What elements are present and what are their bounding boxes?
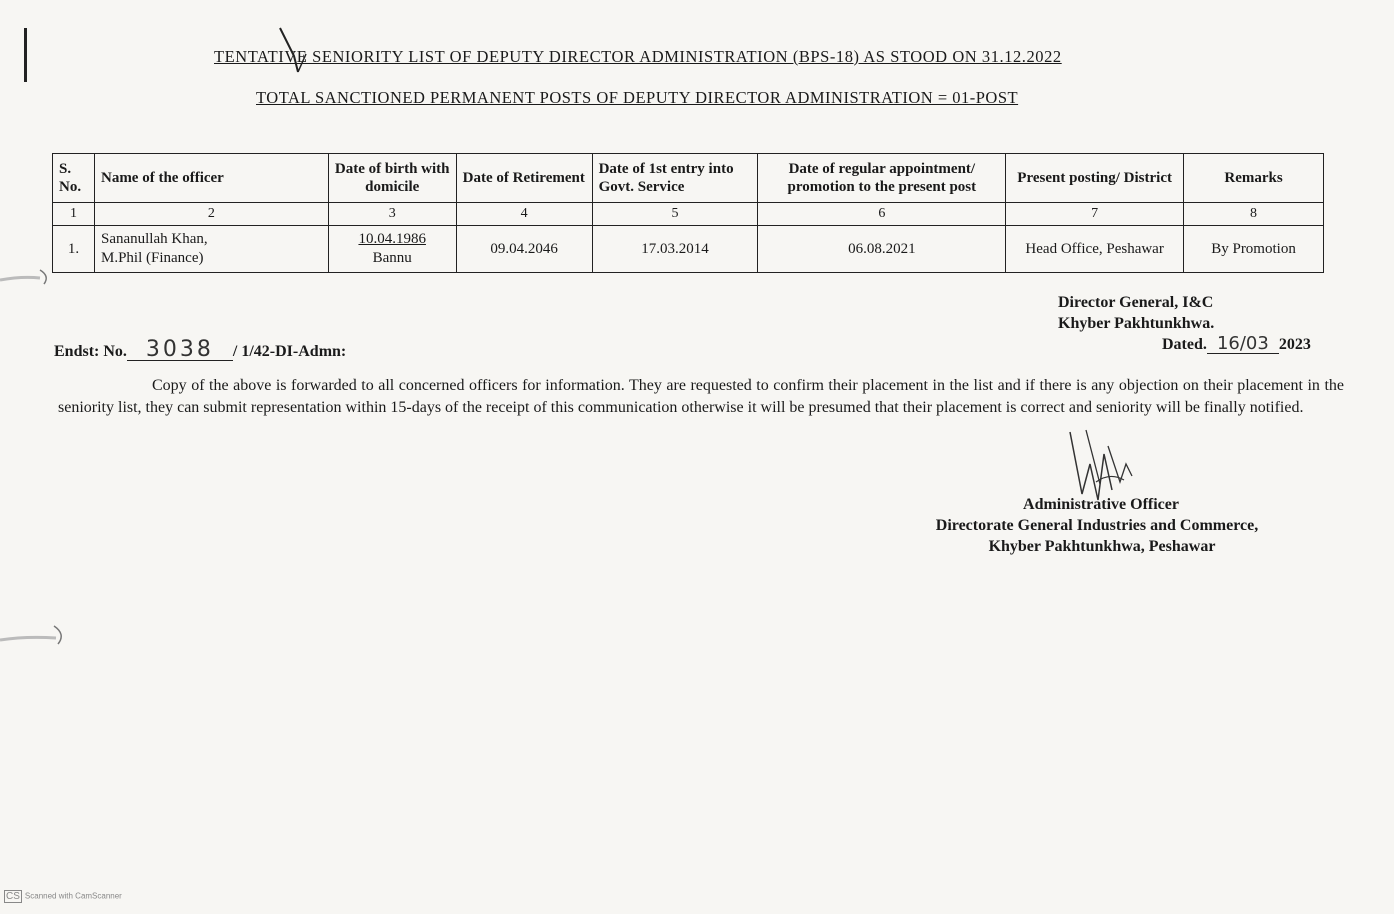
punch-hole-mark	[0, 618, 70, 648]
column-number: 1	[53, 203, 95, 226]
table-row	[53, 226, 1324, 273]
seniority-table	[52, 153, 1324, 273]
domicile-value: Bannu	[372, 250, 412, 266]
pen-stroke-mark	[276, 26, 312, 76]
header-retirement: Date of Retirement	[456, 154, 592, 203]
cell-sno: 1.	[53, 226, 95, 273]
document-title: TENTATIVE SENIORITY LIST OF DEPUTY DIRECTOR ADMINISTRATION (BPS-18) AS STOOD ON 31.12.2022	[214, 47, 1062, 66]
column-number: 8	[1184, 203, 1324, 226]
header-appointment: Date of regular appointment/ promotion to the present post	[758, 154, 1006, 203]
header-sno: S. No.	[53, 154, 95, 203]
header-dob: Date of birth with domicile	[328, 154, 456, 203]
cell-appointment: 06.08.2021	[758, 226, 1006, 273]
director-signature-block	[1058, 292, 1214, 334]
officer-signature-block	[920, 494, 1274, 557]
director-province: Khyber Pakhtunkhwa.	[1058, 315, 1215, 332]
scanner-text: Scanned with CamScanner	[24, 891, 122, 901]
officer-location: Khyber Pakhtunkhwa, Peshawar	[988, 538, 1216, 555]
cell-remarks: By Promotion	[1184, 226, 1324, 273]
column-number: 3	[328, 203, 456, 226]
column-number-row	[53, 203, 1324, 226]
dated-line	[1162, 334, 1311, 355]
cell-first-entry: 17.03.2014	[592, 226, 758, 273]
header-posting: Present posting/ District	[1006, 154, 1184, 203]
cell-posting: Head Office, Peshawar	[1006, 226, 1184, 273]
body-paragraph: Copy of the above is forwarded to all concerned officers for information. They are requested to confirm their placement in the list and if there is any objection on their placement in the seniority list, they can submit representation within 15-days of the receipt of this communication otherwise it will be presumed that their placement is correct and seniority will be finally notified.	[58, 377, 1344, 416]
table-header-row	[53, 154, 1324, 203]
dated-label: Dated.	[1162, 336, 1207, 353]
officer-directorate: Directorate General Industries and Commerce,	[935, 517, 1259, 534]
endst-handwritten-number: 3038	[127, 340, 233, 361]
officer-title: Administrative Officer	[1023, 496, 1179, 513]
margin-mark	[24, 28, 27, 82]
column-number: 4	[456, 203, 592, 226]
officer-qualification: M.Phil (Finance)	[100, 250, 204, 266]
cell-name	[94, 226, 328, 273]
dob-value: 10.04.1986	[358, 231, 426, 247]
document-subtitle: TOTAL SANCTIONED PERMANENT POSTS OF DEPUTY DIRECTOR ADMINISTRATION = 01-POST	[256, 88, 1019, 107]
column-number: 6	[758, 203, 1006, 226]
column-number: 5	[592, 203, 758, 226]
camscanner-logo: CS	[6, 891, 20, 902]
header-remarks: Remarks	[1184, 154, 1324, 203]
dated-handwritten: 16/03	[1207, 335, 1279, 354]
endorsement-line	[54, 337, 347, 362]
punch-hole-mark	[0, 262, 56, 288]
dated-year: 2023	[1278, 336, 1311, 353]
header-name: Name of the officer	[94, 154, 328, 203]
cell-dob	[328, 226, 456, 273]
endst-suffix: / 1/42-DI-Admn:	[232, 343, 347, 360]
cell-retirement: 09.04.2046	[456, 226, 592, 273]
officer-name: Sananullah Khan,	[100, 231, 208, 247]
column-number: 7	[1006, 203, 1184, 226]
header-first-entry: Date of 1st entry into Govt. Service	[592, 154, 758, 203]
director-title: Director General, I&C	[1058, 294, 1214, 311]
endst-label: Endst: No.	[54, 343, 127, 360]
column-number: 2	[94, 203, 328, 226]
scanner-watermark	[4, 890, 122, 903]
